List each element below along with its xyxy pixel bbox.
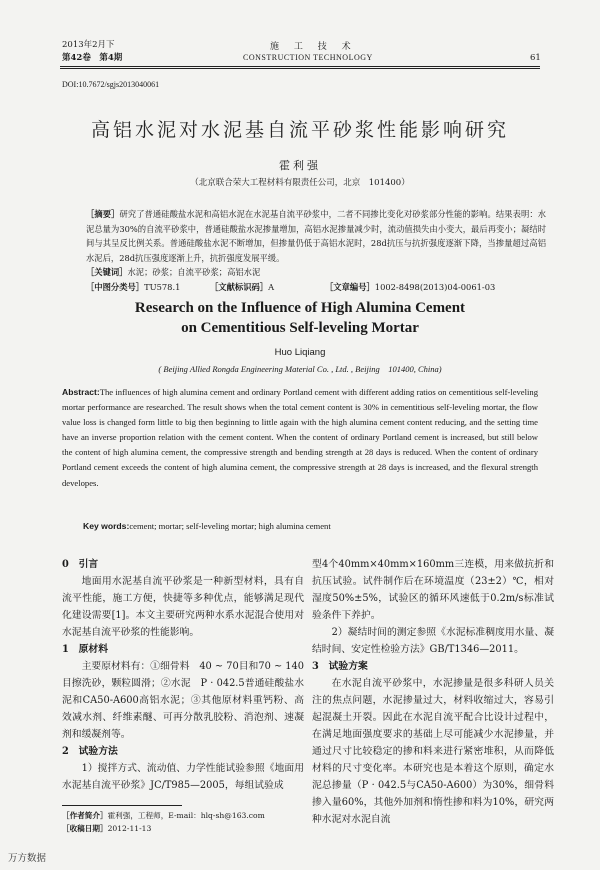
section-0-text: 地面用水泥基自流平砂浆是一种新型材料，具有自流平性能，施工方便，快捷等多种优点，能够满足现代化建设需要[1]。本文主要研究两种水系水泥混合使用对水泥基自流平砂浆的性能影响。 [62, 576, 304, 638]
header-rule [60, 66, 540, 67]
author-cn: 霍利强 [279, 159, 321, 172]
setting-time-method: 2）凝结时间的测定参照《水泥标准稠度用水量、凝结时间、安定性检验方法》GB/T1346—2011。 [312, 627, 554, 655]
doi: DOI:10.7672/sgjs2013040061 [62, 80, 160, 89]
title-cn: 高铝水泥对水泥基自流平砂浆性能影响研究 [90, 119, 509, 141]
abstract-en-text: The influences of high alumina cement and ordinary Portland cement with different adding ratios on cementitious self-leveling mortar performance are researched. The result shows when the total cement content is 30% in cementitious self-leveling mortar, the flow value loss is changed form little to big then beginning to little again with the high alumina cement content reducing, and the setting time have an inverse proportion relation with the cement content. When the content of ordinary Portland cement is increased, but still below the content of high alumina cement, the compressive strength and bending strength at 28 days is reduced. When the content of ordinary Portland cement exceeds the content of high alumina cement, the compressive strength at 28 days is increased, and the flexural strength developes. [62, 387, 538, 488]
section-1-heading: 1 原材料 [62, 644, 109, 655]
received-date [62, 823, 151, 834]
volume-issue: 第42卷 第4期 [62, 53, 123, 63]
article-id-value: 1002-8498(2013)04-0061-03 [374, 282, 496, 292]
section-3-text: 在水泥自流平砂浆中，水泥掺量是很多科研人员关注的焦点问题，水泥掺量过大，材料收缩过大，容易引起混凝土开裂。因此在水泥自流平配合比设计过程中，在满足地面强度要求的基础上尽可能减少水泥掺量，并通过尺寸比较稳定的掺和料来进行紧密堆积，从而降低材料的尺寸变化率。本研究也是本着这个原则，确定水泥总掺量（P · 042.5与CA50-A600）为30%，细骨料掺入量60%，其他外加剂和惰性掺和料为10%，研究两种水泥对水泥自流 [312, 678, 554, 825]
section-0-heading: 0 引言 [62, 559, 99, 570]
doc-code-label: ［文献标识码］ [210, 282, 269, 292]
abstract-cn-label: ［摘要］ [86, 209, 120, 219]
page-number: 61 [530, 53, 541, 63]
journal-title-cn: 施 工 技 术 [270, 42, 357, 52]
title-en-line2: on Cementitious Self-leveling Mortar [181, 320, 419, 336]
affiliation-cn: （北京联合荣大工程材料有限责任公司，北京 101400） [190, 178, 410, 188]
author-note [62, 810, 265, 821]
classification-row [86, 281, 180, 293]
keywords-cn-label: ［关键词］ [86, 267, 128, 277]
right-col-continuation: 型4个40mm×40mm×160mm三连模，用来做抗折和抗压试验。试件制作后在环境温度（23±2）℃，相对湿度50%±5%，试验区的循环风速低于0.2m/s标准试验条件下养护。 [312, 559, 554, 621]
received-date-text: 2012-11-13 [107, 824, 152, 833]
author-note-label: ［作者简介］ [62, 811, 108, 820]
journal-title-en: CONSTRUCTION TECHNOLOGY [243, 53, 373, 62]
footnote-rule [62, 805, 182, 806]
affiliation-en: ( Beijing Allied Rongda Engineering Material Co. , Ltd. , Beijing 101400, China) [158, 364, 442, 374]
article-id [325, 281, 495, 293]
watermark: 万方数据 [8, 853, 47, 864]
left-column [62, 556, 304, 794]
keywords-en-label: Key words: [83, 521, 130, 531]
section-3-heading: 3 试验方案 [312, 661, 368, 672]
doc-code [210, 281, 274, 293]
abstract-en [62, 385, 538, 491]
keywords-en-text: cement; mortar; self-leveling mortar; high alumina cement [129, 521, 331, 531]
abstract-en-label: Abstract: [62, 387, 100, 397]
title-en-line1: Research on the Influence of High Alumina Cement [134, 300, 466, 316]
section-2-heading: 2 试验方法 [62, 746, 118, 757]
section-1-text: 主要原材料有：①细骨料 40 ~ 70目和70 ~ 140目擦洗砂，颗粒圆滑；②水泥 P · 042.5普通硅酸盐水泥和CA50-A600高铝水泥；③其他原材料重钙粉、高效减水剂、纤维素醚、可再分散乳胶粉、消泡剂、速凝剂和缓凝剂等。 [62, 661, 304, 740]
keywords-cn [86, 266, 260, 278]
article-id-label: ［文章编号］ [325, 282, 375, 292]
right-column [312, 556, 554, 828]
clc-value: TU578.1 [144, 282, 181, 292]
abstract-cn [86, 207, 546, 265]
clc-label: ［中图分类号］ [86, 282, 145, 292]
keywords-en [83, 521, 331, 531]
abstract-cn-text: 研究了普通硅酸盐水泥和高铝水泥在水泥基自流平砂浆中，二者不同掺比变化对砂浆部分性能的影响。结果表明：水泥总量为30%的自流平砂浆中，普通硅酸盐水泥掺量增加，高铝水泥掺量减少时，流动值损失由小变大，最后再变小；凝结时间与其呈反比例关系。普通硅酸盐水泥不断增加，但掺量仍低于高铝水泥时，28d抗压与抗折强度逐渐下降，当掺量超过高铝水泥后，28d抗压强度逐渐上升，抗折强度发展平缓。 [86, 209, 546, 263]
header-rule-thin [60, 68, 540, 69]
issue-date: 2013年2月下 [62, 40, 115, 50]
section-2-text: 1）搅拌方式、流动值、力学性能试验参照《地面用水泥基自流平砂浆》JC/T985—2005，每组试验成 [62, 763, 304, 791]
doc-code-value: A [268, 282, 275, 292]
author-en: Huo Liqiang [274, 347, 326, 358]
received-date-label: ［收稿日期］ [62, 824, 108, 833]
keywords-cn-text: 水泥；砂浆；自流平砂浆；高铝水泥 [127, 267, 261, 277]
author-note-text: 霍利强，工程师，E-mail：hlq-sh@163.com [107, 811, 265, 820]
